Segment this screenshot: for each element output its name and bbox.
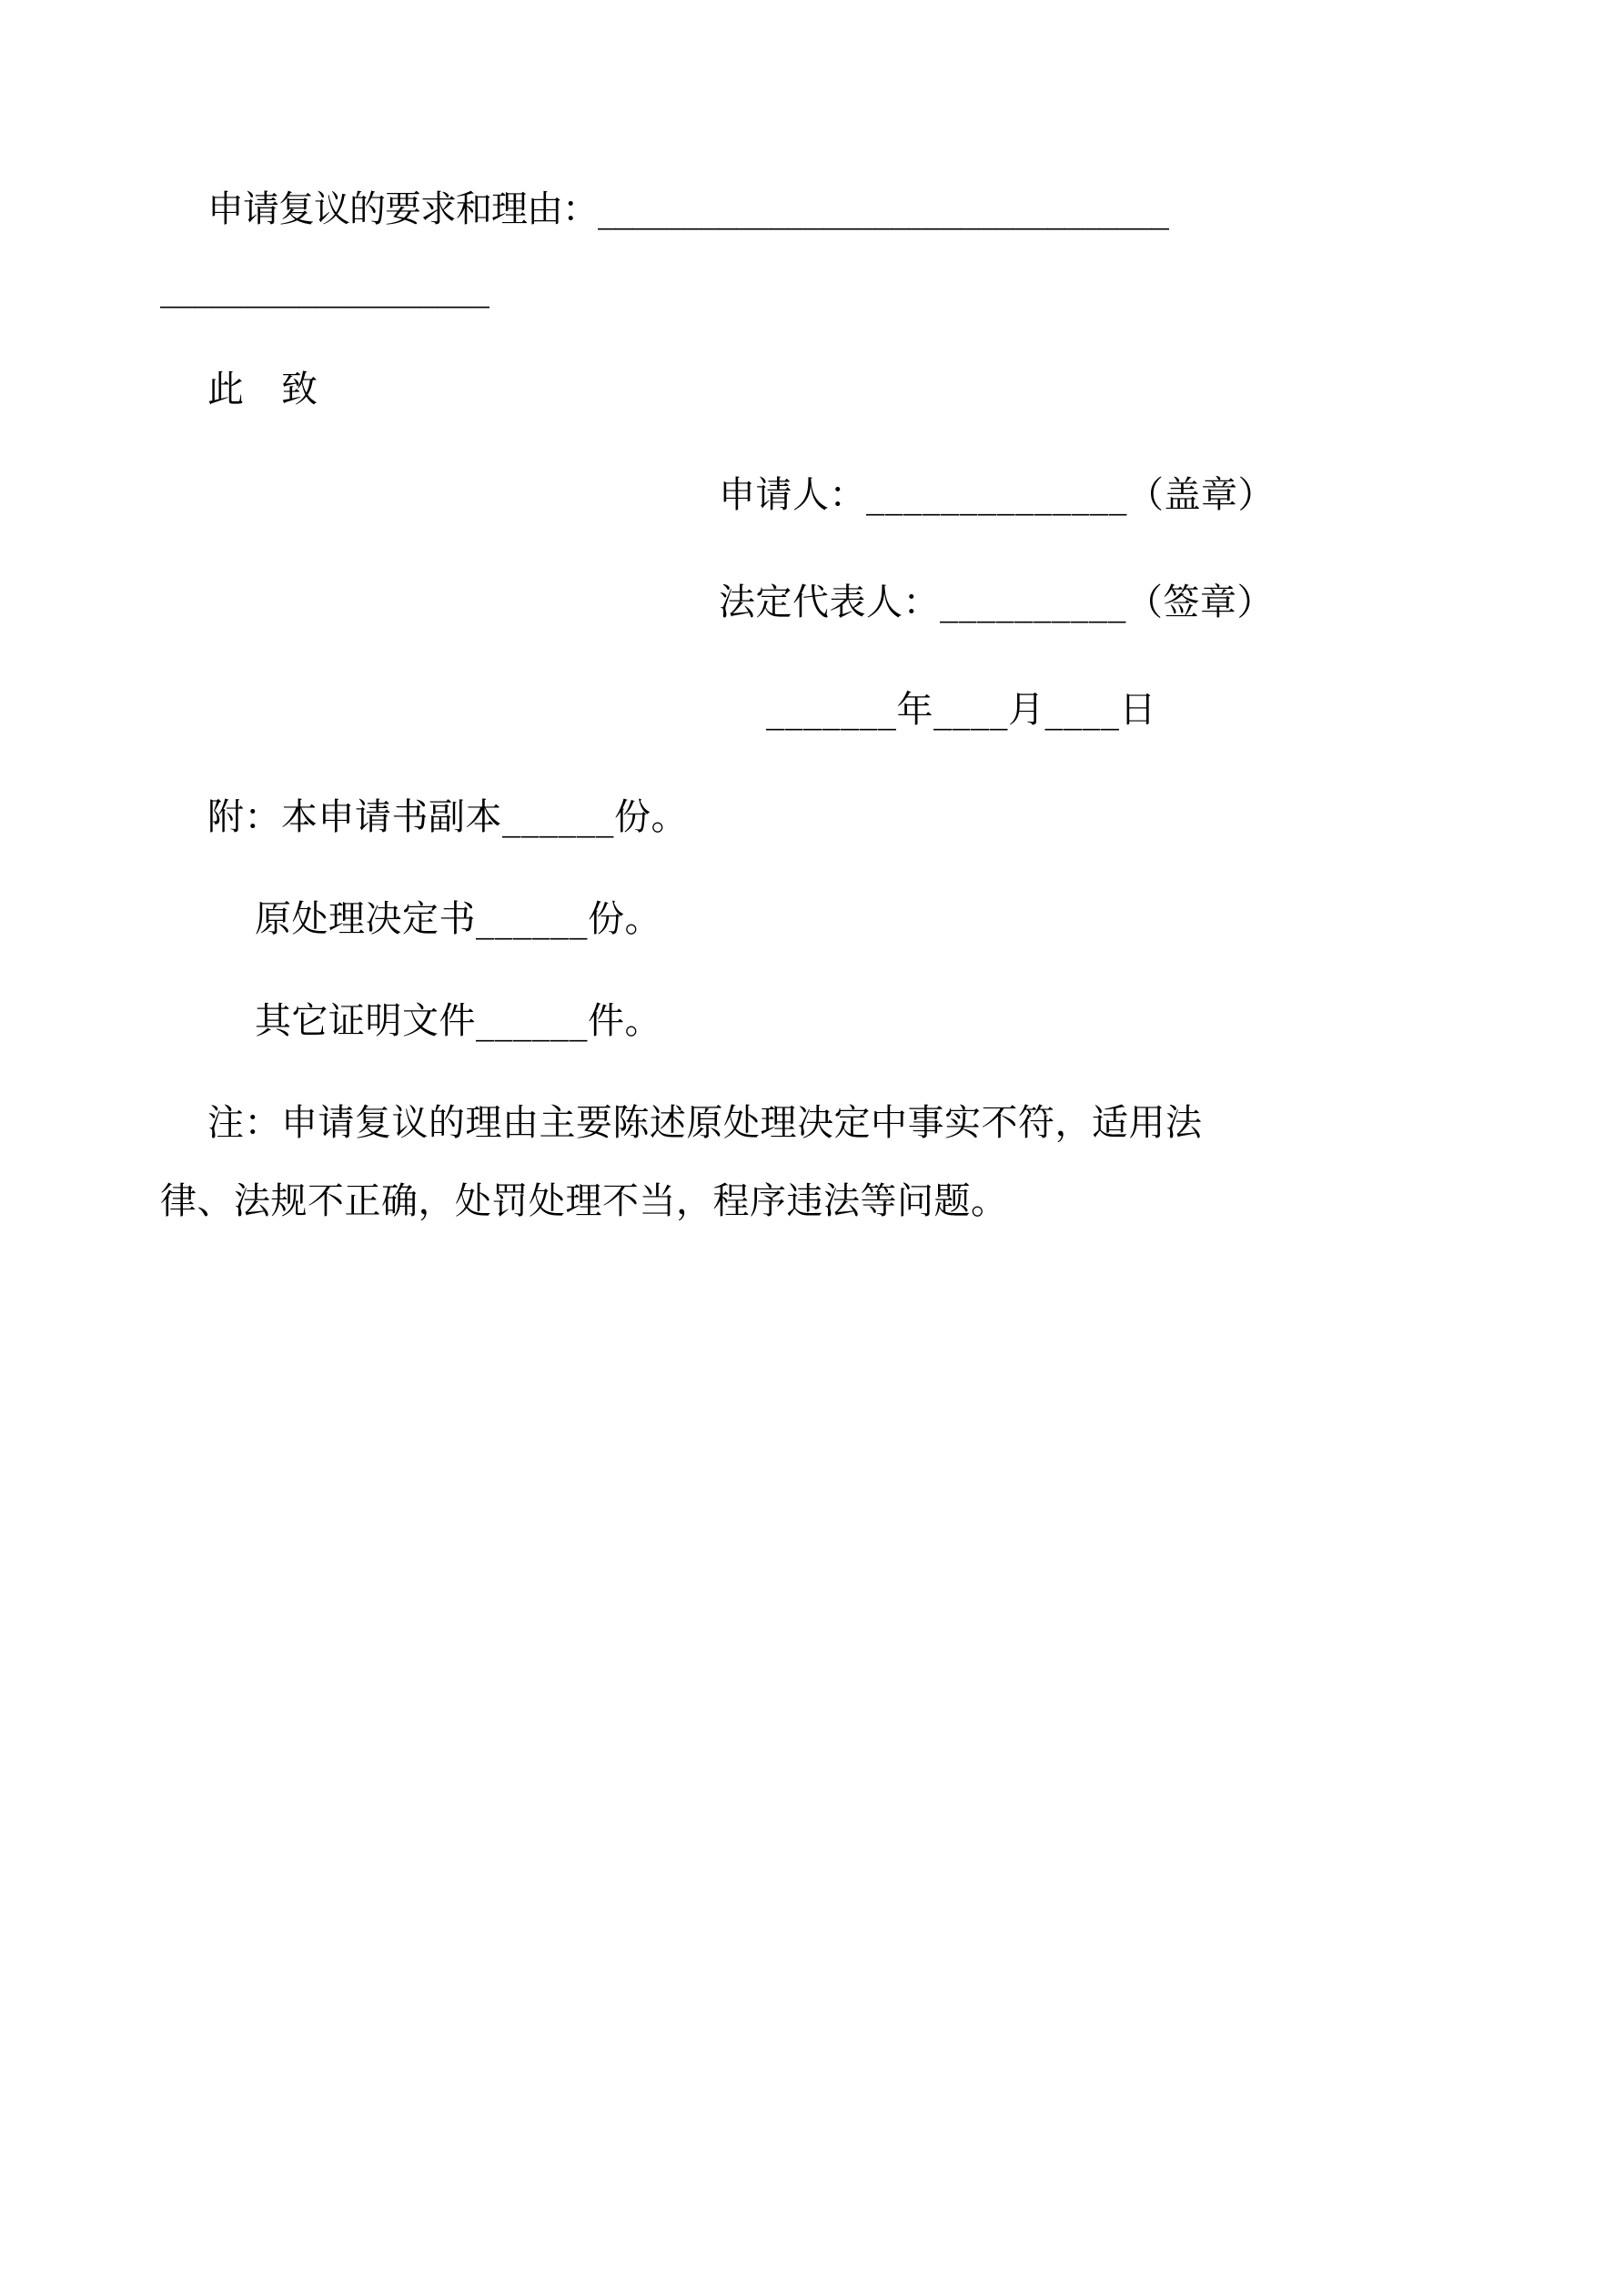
note-line-1: 注：申请复议的理由主要陈述原处理决定中事实不符，适用法: [207, 1102, 1203, 1144]
salutation-cizhi: 此 致: [207, 369, 318, 410]
document-body: [160, 188, 1417, 1222]
field-requirement-and-reason-continued: ___________________: [160, 267, 489, 308]
field-legal-representative-signature: 法定代表人：__________（签章）: [719, 582, 1274, 623]
field-date: _______年____月____日: [766, 689, 1156, 731]
attachment-item-copies: 附：本申请书副本______份。: [207, 796, 688, 838]
note-line-2: 律、法规不正确，处罚处理不当，程序违法等问题。: [160, 1180, 1008, 1222]
field-applicant-signature: 申请人：______________（盖章）: [719, 474, 1275, 516]
attachment-item-original-decision: 原处理决定书______份。: [255, 898, 661, 940]
attachment-item-other-documents: 其它证明文件______件。: [255, 1000, 661, 1042]
field-requirement-and-reason: 申请复议的要求和理由：_________________________________: [207, 188, 1168, 230]
